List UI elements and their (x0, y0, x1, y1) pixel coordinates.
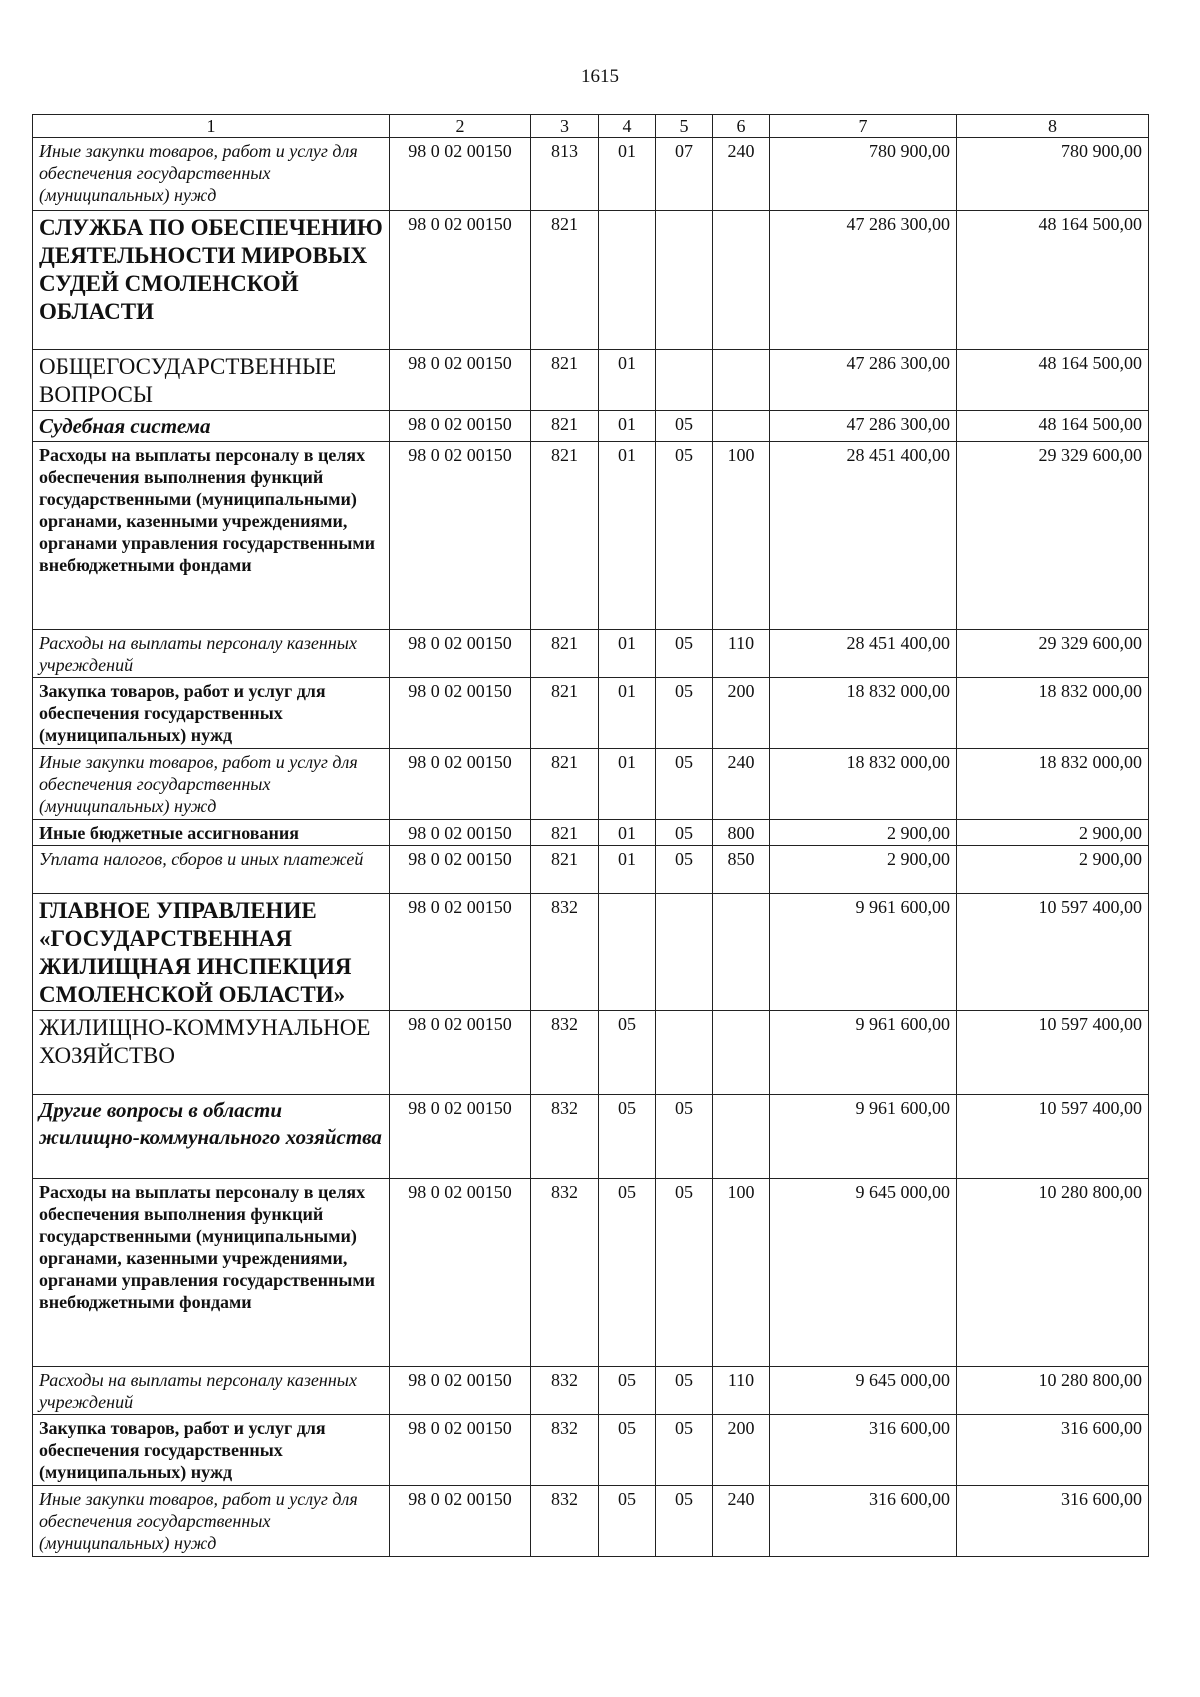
cell-amount-year-1: 18 832 000,00 (770, 749, 957, 820)
cell-section: 05 (599, 1011, 656, 1095)
cell-expense-type (713, 411, 770, 442)
table-row (33, 1011, 1149, 1095)
cell-amount-year-1: 2 900,00 (770, 820, 957, 846)
cell-section: 05 (599, 1367, 656, 1415)
cell-target-article: 98 0 02 00150 (390, 820, 531, 846)
cell-subsection: 07 (656, 138, 713, 211)
cell-ministry-code: 821 (531, 820, 599, 846)
column-number-row (33, 115, 1149, 138)
cell-expense-type (713, 1011, 770, 1095)
cell-target-article: 98 0 02 00150 (390, 846, 531, 894)
cell-subsection: 05 (656, 820, 713, 846)
cell-expense-type: 100 (713, 442, 770, 630)
cell-ministry-code: 832 (531, 1011, 599, 1095)
cell-amount-year-1: 9 961 600,00 (770, 1095, 957, 1179)
budget-table (32, 114, 1149, 1557)
cell-name: Уплата налогов, сборов и иных платежей (33, 846, 390, 894)
cell-name: Иные закупки товаров, работ и услуг для обеспечения государственных (муниципальных) нужд (33, 1486, 390, 1557)
cell-ministry-code: 813 (531, 138, 599, 211)
cell-subsection: 05 (656, 749, 713, 820)
cell-target-article: 98 0 02 00150 (390, 749, 531, 820)
cell-target-article: 98 0 02 00150 (390, 630, 531, 678)
cell-subsection: 05 (656, 442, 713, 630)
cell-section: 01 (599, 350, 656, 411)
cell-subsection: 05 (656, 846, 713, 894)
cell-expense-type: 200 (713, 678, 770, 749)
cell-amount-year-2: 48 164 500,00 (957, 411, 1149, 442)
cell-amount-year-1: 18 832 000,00 (770, 678, 957, 749)
cell-expense-type: 800 (713, 820, 770, 846)
column-header: 8 (957, 115, 1149, 138)
cell-expense-type (713, 1095, 770, 1179)
cell-amount-year-2: 48 164 500,00 (957, 211, 1149, 350)
cell-ministry-code: 832 (531, 1179, 599, 1367)
cell-amount-year-1: 2 900,00 (770, 846, 957, 894)
cell-target-article: 98 0 02 00150 (390, 138, 531, 211)
cell-amount-year-2: 10 280 800,00 (957, 1367, 1149, 1415)
cell-amount-year-1: 28 451 400,00 (770, 442, 957, 630)
cell-name: Иные закупки товаров, работ и услуг для обеспечения государственных (муниципальных) нужд (33, 749, 390, 820)
cell-ministry-code: 832 (531, 1367, 599, 1415)
table-row (33, 1179, 1149, 1367)
table-row (33, 1367, 1149, 1415)
cell-amount-year-1: 9 961 600,00 (770, 1011, 957, 1095)
cell-name: Расходы на выплаты персоналу казенных учреждений (33, 1367, 390, 1415)
cell-name: Иные бюджетные ассигнования (33, 820, 390, 846)
cell-target-article: 98 0 02 00150 (390, 350, 531, 411)
cell-section: 01 (599, 846, 656, 894)
column-header: 6 (713, 115, 770, 138)
cell-section (599, 894, 656, 1011)
table-body (33, 138, 1149, 1557)
cell-section: 01 (599, 820, 656, 846)
cell-ministry-code: 832 (531, 1095, 599, 1179)
table-row (33, 211, 1149, 350)
cell-name: СЛУЖБА ПО ОБЕСПЕЧЕНИЮ ДЕЯТЕЛЬНОСТИ МИРОВЫХ СУДЕЙ СМОЛЕНСКОЙ ОБЛАСТИ (33, 211, 390, 350)
column-header: 3 (531, 115, 599, 138)
cell-name: ГЛАВНОЕ УПРАВЛЕНИЕ «ГОСУДАРСТВЕННАЯ ЖИЛИЩНАЯ ИНСПЕКЦИЯ СМОЛЕНСКОЙ ОБЛАСТИ» (33, 894, 390, 1011)
cell-subsection: 05 (656, 1367, 713, 1415)
cell-name: Расходы на выплаты персоналу в целях обеспечения выполнения функций государственными (муниципальными) органами, казенными учреждениями, органами управления государственными внебюджетными фондами (33, 442, 390, 630)
table-row (33, 411, 1149, 442)
cell-section: 05 (599, 1415, 656, 1486)
cell-name: Закупка товаров, работ и услуг для обеспечения государственных (муниципальных) нужд (33, 678, 390, 749)
column-header: 4 (599, 115, 656, 138)
cell-ministry-code: 821 (531, 411, 599, 442)
cell-subsection (656, 894, 713, 1011)
cell-target-article: 98 0 02 00150 (390, 678, 531, 749)
table-row (33, 1486, 1149, 1557)
cell-amount-year-2: 29 329 600,00 (957, 630, 1149, 678)
cell-amount-year-2: 10 280 800,00 (957, 1179, 1149, 1367)
cell-amount-year-1: 47 286 300,00 (770, 411, 957, 442)
cell-expense-type: 240 (713, 749, 770, 820)
page-number: 1615 (581, 66, 619, 87)
cell-expense-type (713, 350, 770, 411)
cell-amount-year-2: 10 597 400,00 (957, 1095, 1149, 1179)
cell-target-article: 98 0 02 00150 (390, 1179, 531, 1367)
cell-expense-type: 110 (713, 1367, 770, 1415)
cell-name: Другие вопросы в области жилищно-коммунального хозяйства (33, 1095, 390, 1179)
table-row (33, 630, 1149, 678)
cell-amount-year-2: 10 597 400,00 (957, 894, 1149, 1011)
cell-amount-year-2: 2 900,00 (957, 820, 1149, 846)
cell-subsection: 05 (656, 1486, 713, 1557)
cell-section: 01 (599, 411, 656, 442)
cell-subsection: 05 (656, 678, 713, 749)
cell-target-article: 98 0 02 00150 (390, 1486, 531, 1557)
cell-amount-year-1: 47 286 300,00 (770, 211, 957, 350)
cell-ministry-code: 832 (531, 894, 599, 1011)
table-row (33, 846, 1149, 894)
column-header: 1 (33, 115, 390, 138)
cell-section (599, 211, 656, 350)
cell-ministry-code: 832 (531, 1486, 599, 1557)
cell-amount-year-2: 316 600,00 (957, 1486, 1149, 1557)
column-header: 5 (656, 115, 713, 138)
cell-expense-type: 110 (713, 630, 770, 678)
cell-expense-type (713, 894, 770, 1011)
cell-amount-year-2: 316 600,00 (957, 1415, 1149, 1486)
cell-amount-year-2: 10 597 400,00 (957, 1011, 1149, 1095)
cell-amount-year-2: 2 900,00 (957, 846, 1149, 894)
cell-section: 01 (599, 678, 656, 749)
cell-ministry-code: 821 (531, 350, 599, 411)
cell-expense-type: 850 (713, 846, 770, 894)
cell-name: Иные закупки товаров, работ и услуг для обеспечения государственных (муниципальных) нужд (33, 138, 390, 211)
cell-amount-year-2: 18 832 000,00 (957, 678, 1149, 749)
cell-target-article: 98 0 02 00150 (390, 442, 531, 630)
cell-target-article: 98 0 02 00150 (390, 1095, 531, 1179)
cell-expense-type: 100 (713, 1179, 770, 1367)
cell-target-article: 98 0 02 00150 (390, 894, 531, 1011)
cell-expense-type (713, 211, 770, 350)
cell-amount-year-1: 9 645 000,00 (770, 1179, 957, 1367)
cell-amount-year-1: 780 900,00 (770, 138, 957, 211)
cell-name: Расходы на выплаты персоналу казенных учреждений (33, 630, 390, 678)
cell-subsection (656, 211, 713, 350)
cell-subsection: 05 (656, 1179, 713, 1367)
cell-name: Судебная система (33, 411, 390, 442)
cell-section: 05 (599, 1486, 656, 1557)
cell-subsection: 05 (656, 630, 713, 678)
cell-subsection: 05 (656, 1415, 713, 1486)
cell-section: 01 (599, 630, 656, 678)
table-row (33, 894, 1149, 1011)
cell-amount-year-1: 9 961 600,00 (770, 894, 957, 1011)
cell-subsection (656, 1011, 713, 1095)
cell-ministry-code: 821 (531, 211, 599, 350)
cell-section: 05 (599, 1179, 656, 1367)
cell-name: ОБЩЕГОСУДАРСТВЕННЫЕ ВОПРОСЫ (33, 350, 390, 411)
cell-ministry-code: 821 (531, 630, 599, 678)
cell-expense-type: 200 (713, 1415, 770, 1486)
cell-target-article: 98 0 02 00150 (390, 1011, 531, 1095)
column-header: 2 (390, 115, 531, 138)
cell-amount-year-2: 29 329 600,00 (957, 442, 1149, 630)
cell-amount-year-1: 316 600,00 (770, 1486, 957, 1557)
cell-amount-year-1: 316 600,00 (770, 1415, 957, 1486)
cell-amount-year-1: 28 451 400,00 (770, 630, 957, 678)
cell-target-article: 98 0 02 00150 (390, 411, 531, 442)
cell-ministry-code: 821 (531, 442, 599, 630)
cell-section: 01 (599, 749, 656, 820)
cell-section: 05 (599, 1095, 656, 1179)
table-row (33, 678, 1149, 749)
cell-ministry-code: 821 (531, 846, 599, 894)
column-header: 7 (770, 115, 957, 138)
cell-amount-year-2: 18 832 000,00 (957, 749, 1149, 820)
cell-amount-year-1: 9 645 000,00 (770, 1367, 957, 1415)
table-row (33, 820, 1149, 846)
table-row (33, 350, 1149, 411)
cell-target-article: 98 0 02 00150 (390, 211, 531, 350)
cell-expense-type: 240 (713, 138, 770, 211)
cell-ministry-code: 821 (531, 678, 599, 749)
cell-ministry-code: 821 (531, 749, 599, 820)
cell-section: 01 (599, 442, 656, 630)
table-row (33, 1095, 1149, 1179)
table-row (33, 442, 1149, 630)
cell-ministry-code: 832 (531, 1415, 599, 1486)
table-row (33, 138, 1149, 211)
cell-section: 01 (599, 138, 656, 211)
table-row (33, 1415, 1149, 1486)
cell-expense-type: 240 (713, 1486, 770, 1557)
cell-amount-year-1: 47 286 300,00 (770, 350, 957, 411)
cell-amount-year-2: 780 900,00 (957, 138, 1149, 211)
cell-subsection (656, 350, 713, 411)
cell-target-article: 98 0 02 00150 (390, 1367, 531, 1415)
cell-name: ЖИЛИЩНО-КОММУНАЛЬНОЕ ХОЗЯЙСТВО (33, 1011, 390, 1095)
cell-subsection: 05 (656, 411, 713, 442)
cell-name: Закупка товаров, работ и услуг для обеспечения государственных (муниципальных) нужд (33, 1415, 390, 1486)
cell-subsection: 05 (656, 1095, 713, 1179)
cell-name: Расходы на выплаты персоналу в целях обеспечения выполнения функций государственными (муниципальными) органами, казенными учреждениями, органами управления государственными внебюджетными фондами (33, 1179, 390, 1367)
cell-target-article: 98 0 02 00150 (390, 1415, 531, 1486)
table-row (33, 749, 1149, 820)
cell-amount-year-2: 48 164 500,00 (957, 350, 1149, 411)
